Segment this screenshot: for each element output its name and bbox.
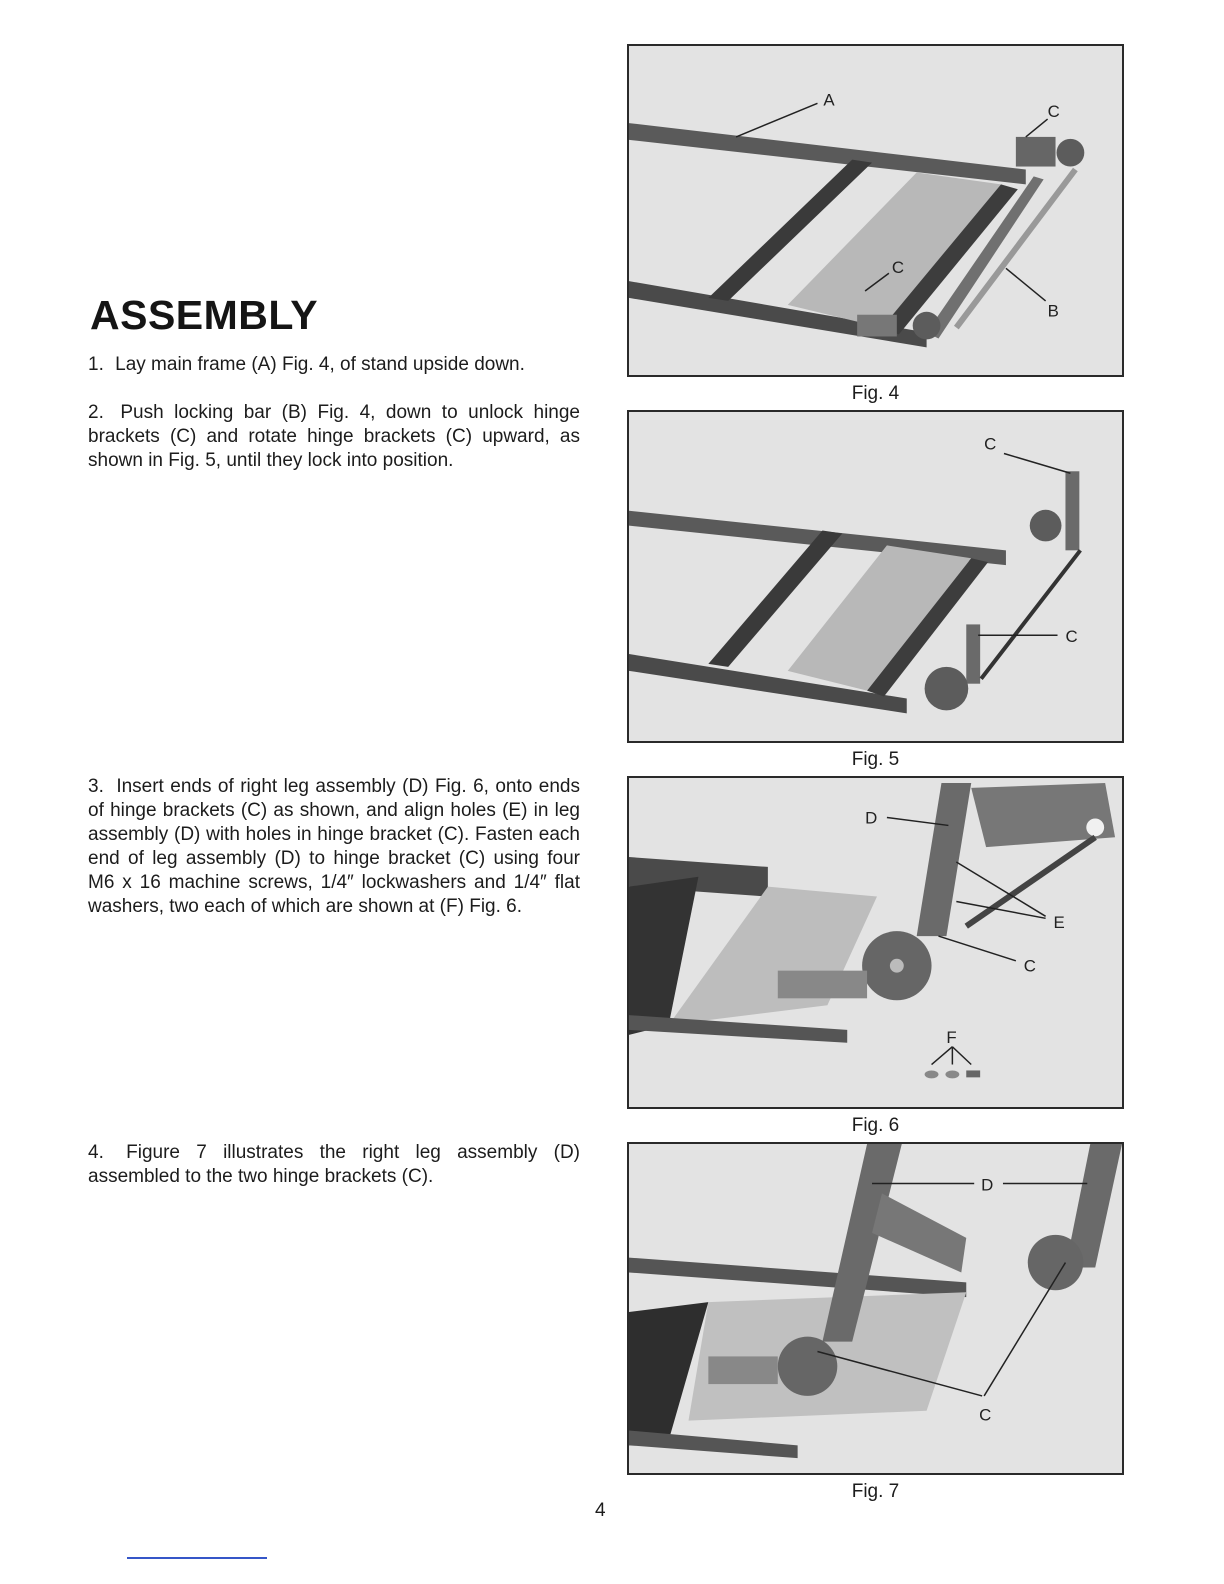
callout-b-label: B [1047, 301, 1059, 321]
figure-7-photo [627, 1142, 1124, 1475]
callout-d-label: D [981, 1175, 994, 1195]
page-number: 4 [595, 1500, 606, 1521]
callout-c-label: C [1023, 956, 1036, 976]
frame-illustration [629, 412, 1122, 741]
step-number: 2. [88, 402, 104, 423]
callout-a-label: A [823, 90, 835, 110]
step-number: 3. [88, 776, 104, 797]
step-text: Push locking bar (B) Fig. 4, down to unlock hinge brackets (C) and rotate hinge brackets (C) upward, as shown in Fig. 5, until they lock into position. [88, 402, 581, 471]
figure-6-photo [627, 776, 1124, 1109]
callout-c-label: C [1065, 627, 1078, 647]
step-3 [88, 775, 580, 919]
step-1 [88, 353, 580, 377]
callout-c-label: C [1047, 102, 1060, 122]
figure-4-caption: Fig. 4 [851, 383, 900, 404]
step-number: 4. [88, 1142, 104, 1163]
figure-4-photo [627, 44, 1124, 377]
footer-rule [127, 1557, 267, 1559]
section-title: ASSEMBLY [90, 292, 319, 338]
step-text: Lay main frame (A) Fig. 4, of stand upside down. [115, 354, 525, 375]
step-number: 1. [88, 354, 104, 375]
frame-illustration [629, 46, 1122, 375]
callout-e-label: E [1053, 913, 1065, 933]
frame-illustration [629, 1144, 1122, 1473]
frame-illustration [629, 778, 1122, 1107]
callout-c-label: C [979, 1405, 992, 1425]
step-text: Insert ends of right leg assembly (D) Fig. 6, onto ends of hinge brackets (C) as shown, and align holes (E) in leg assembly (D) with holes in hinge bracket (C). Fasten each end of leg assembly (D) to hinge bracket (C) using four M6 x 16 machine screws, 1/4″ lockwashers and 1/4″ flat washers, two each of which are shown at (F) Fig. 6. [88, 776, 580, 917]
callout-f-label: F [946, 1027, 957, 1047]
figure-7-caption: Fig. 7 [851, 1481, 900, 1502]
figure-5-caption: Fig. 5 [851, 749, 900, 770]
callout-c-label: C [891, 258, 905, 278]
figure-6-caption: Fig. 6 [851, 1115, 900, 1136]
step-4 [88, 1141, 580, 1189]
callout-c-label: C [984, 434, 997, 454]
step-text: Figure 7 illustrates the right leg assembly (D) assembled to the two hinge brackets (C). [88, 1142, 580, 1187]
step-2 [88, 401, 580, 473]
figure-5-photo [627, 410, 1124, 743]
callout-d-label: D [865, 808, 878, 828]
